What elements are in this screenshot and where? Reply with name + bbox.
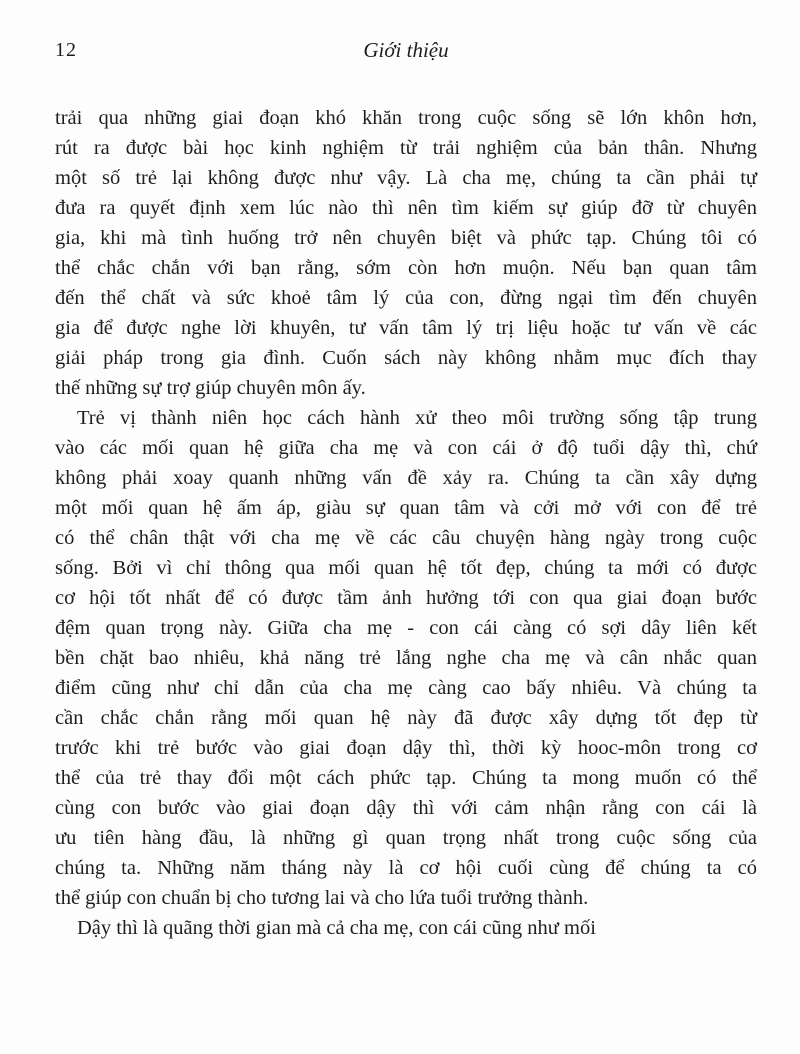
text-line: trước khi trẻ bước vào giai đoạn dậy thì, thời kỳ hooc-môn trong cơ [55,737,757,759]
text-line: cần chắc chắn rằng mối quan hệ này đã được xây dựng tốt đẹp từ [55,707,757,729]
text-line: thế những sự trợ giúp chuyên môn ấy. [55,377,366,399]
text-line: giải pháp trong gia đình. Cuốn sách này không nhằm mục đích thay [55,347,757,369]
text-line: chúng ta. Những năm tháng này là cơ hội cuối cùng để chúng ta có [55,857,757,879]
text-line: thể chắc chắn với bạn rằng, sớm còn hơn muộn. Nếu bạn quan tâm [55,257,757,279]
paragraph [55,103,757,403]
paragraph [55,913,757,943]
running-header-title: Giới thiệu [363,38,449,62]
paragraph [55,403,757,913]
page-number: 12 [55,39,77,61]
text-line: thể của trẻ thay đổi một cách phức tạp. Chúng ta mong muốn có thể [55,767,757,789]
text-line: đưa ra quyết định xem lúc nào thì nên tìm kiếm sự giúp đỡ từ chuyên [55,197,757,219]
text-line: một mối quan hệ ấm áp, giàu sự quan tâm và cởi mở với con để trẻ [55,497,757,519]
text-line: có thể chân thật với cha mẹ về các câu chuyện hàng ngày trong cuộc [55,527,757,549]
body-text [55,103,757,943]
text-line: ưu tiên hàng đầu, là những gì quan trọng nhất trong cuộc sống của [55,827,757,849]
text-line: trải qua những giai đoạn khó khăn trong cuộc sống sẽ lớn khôn hơn, [55,107,757,129]
text-line: Trẻ vị thành niên học cách hành xử theo môi trường sống tập trung [77,407,757,429]
text-line: rút ra được bài học kinh nghiệm từ trải nghiệm của bản thân. Nhưng [55,137,757,159]
text-line: sống. Bởi vì chỉ thông qua mối quan hệ tốt đẹp, chúng ta mới có được [55,557,757,579]
text-line: đến thể chất và sức khoẻ tâm lý của con, đừng ngại tìm đến chuyên [55,287,757,309]
text-line: một số trẻ lại không được như vậy. Là cha mẹ, chúng ta cần phải tự [55,167,757,189]
text-line: vào các mối quan hệ giữa cha mẹ và con cái ở độ tuổi dậy thì, chứ [55,437,757,459]
text-line: Dậy thì là quãng thời gian mà cả cha mẹ, con cái cũng như mối [77,917,596,939]
text-line: cơ hội tốt nhất để có được tầm ảnh hưởng tới con qua giai đoạn bước [55,587,757,609]
text-line: gia để được nghe lời khuyên, tư vấn tâm lý trị liệu hoặc tư vấn về các [55,317,757,339]
text-line: thể giúp con chuẩn bị cho tương lai và cho lứa tuổi trưởng thành. [55,887,589,909]
page-header [55,38,757,66]
text-line: đệm quan trọng này. Giữa cha mẹ - con cái càng có sợi dây liên kết [55,617,757,639]
text-line: cùng con bước vào giai đoạn dậy thì với cảm nhận rằng con cái là [55,797,757,819]
text-line: điểm cũng như chỉ dẫn của cha mẹ càng cao bấy nhiêu. Và chúng ta [55,677,757,699]
text-line: không phải xoay quanh những vấn đề xảy ra. Chúng ta cần xây dựng [55,467,757,489]
text-line: bền chặt bao nhiêu, khả năng trẻ lắng nghe cha mẹ và cân nhắc quan [55,647,757,669]
text-line: gia, khi mà tình huống trở nên chuyên biệt và phức tạp. Chúng tôi có [55,227,757,249]
